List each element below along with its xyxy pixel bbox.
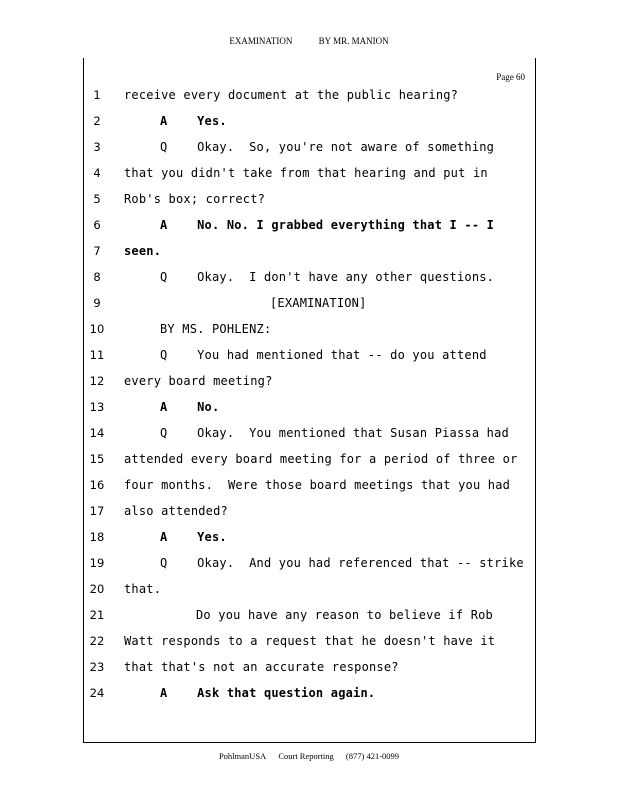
transcript-line bbox=[0, 218, 618, 244]
page-number: Page 60 bbox=[496, 72, 525, 82]
header-examiner: BY MR. MANION bbox=[318, 36, 389, 46]
transcript-line bbox=[0, 114, 618, 140]
transcript-line bbox=[0, 478, 618, 504]
line-text: four months. Were those board meetings that you had bbox=[124, 478, 511, 492]
line-number: 24 bbox=[89, 686, 105, 700]
line-number: 1 bbox=[93, 88, 101, 102]
transcript-line bbox=[0, 426, 618, 452]
line-text: A No. No. I grabbed everything that I -- I bbox=[160, 218, 495, 232]
line-text: A No. bbox=[160, 400, 220, 414]
transcript-line bbox=[0, 504, 618, 530]
transcript-line bbox=[0, 296, 618, 322]
line-number: 10 bbox=[89, 322, 105, 336]
line-number: 6 bbox=[93, 218, 101, 232]
transcript-line bbox=[0, 348, 618, 374]
footer-company: PohlmanUSA bbox=[218, 751, 267, 761]
line-number: 15 bbox=[89, 452, 105, 466]
line-number: 12 bbox=[89, 374, 105, 388]
line-number: 21 bbox=[89, 608, 105, 622]
line-number: 13 bbox=[89, 400, 105, 414]
line-text: A Yes. bbox=[160, 114, 227, 128]
transcript-line bbox=[0, 660, 618, 686]
transcript-line bbox=[0, 634, 618, 660]
line-number: 9 bbox=[93, 296, 101, 310]
transcript-line bbox=[0, 244, 618, 270]
line-number: 22 bbox=[89, 634, 105, 648]
transcript-line bbox=[0, 686, 618, 712]
page-header bbox=[0, 36, 618, 46]
transcript-line bbox=[0, 608, 618, 634]
line-text: that you didn't take from that hearing and put in bbox=[124, 166, 488, 180]
footer-phone: (877) 421-0099 bbox=[345, 751, 400, 761]
line-number: 5 bbox=[93, 192, 101, 206]
line-text: A Yes. bbox=[160, 530, 227, 544]
transcript-line bbox=[0, 530, 618, 556]
line-text: Rob's box; correct? bbox=[124, 192, 266, 206]
line-number: 2 bbox=[93, 114, 101, 128]
line-number: 7 bbox=[93, 244, 101, 258]
line-number: 11 bbox=[89, 348, 105, 362]
transcript-line bbox=[0, 140, 618, 166]
header-section: EXAMINATION bbox=[229, 36, 293, 46]
line-text: [EXAMINATION] bbox=[270, 296, 367, 310]
line-text: Q You had mentioned that -- do you attend bbox=[160, 348, 487, 362]
transcript-line bbox=[0, 270, 618, 296]
transcript-line bbox=[0, 582, 618, 608]
line-number: 23 bbox=[89, 660, 105, 674]
line-number: 4 bbox=[93, 166, 101, 180]
line-text: Q Okay. You mentioned that Susan Piassa had bbox=[160, 426, 509, 440]
line-number: 8 bbox=[93, 270, 101, 284]
line-text: Watt responds to a request that he doesn't have it bbox=[124, 634, 496, 648]
line-text: BY MS. POHLENZ: bbox=[160, 322, 272, 336]
line-number: 20 bbox=[89, 582, 105, 596]
transcript-line bbox=[0, 452, 618, 478]
line-text: Q Okay. I don't have any other questions. bbox=[160, 270, 495, 284]
line-text: Q Okay. So, you're not aware of something bbox=[160, 140, 495, 154]
line-text: Q Okay. And you had referenced that -- strike bbox=[160, 556, 524, 570]
footer-service: Court Reporting bbox=[278, 751, 334, 761]
line-number: 17 bbox=[89, 504, 105, 518]
line-text: receive every document at the public hearing? bbox=[124, 88, 459, 102]
line-text: every board meeting? bbox=[124, 374, 273, 388]
line-text: that that's not an accurate response? bbox=[124, 660, 399, 674]
page-footer bbox=[0, 751, 618, 761]
transcript-line bbox=[0, 374, 618, 400]
transcript-line bbox=[0, 166, 618, 192]
line-text: Do you have any reason to believe if Rob bbox=[196, 608, 493, 622]
line-text: attended every board meeting for a period of three or bbox=[124, 452, 518, 466]
line-text: A Ask that question again. bbox=[160, 686, 376, 700]
transcript-line bbox=[0, 88, 618, 114]
transcript-line bbox=[0, 400, 618, 426]
line-number: 19 bbox=[89, 556, 105, 570]
transcript-line bbox=[0, 322, 618, 348]
line-text: seen. bbox=[124, 244, 162, 258]
line-number: 18 bbox=[89, 530, 105, 544]
line-text: that. bbox=[124, 582, 162, 596]
line-number: 14 bbox=[89, 426, 105, 440]
line-number: 3 bbox=[93, 140, 101, 154]
transcript-line bbox=[0, 192, 618, 218]
transcript-line bbox=[0, 556, 618, 582]
line-text: also attended? bbox=[124, 504, 228, 518]
line-number: 16 bbox=[89, 478, 105, 492]
